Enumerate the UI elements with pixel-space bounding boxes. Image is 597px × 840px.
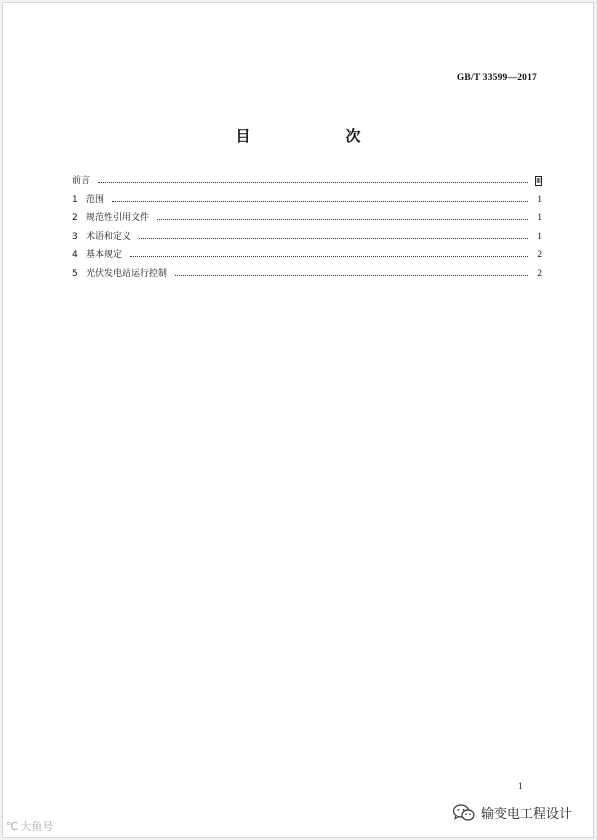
toc-entry-number: 5 [72,268,78,279]
toc-entry-page: 2 [537,268,542,279]
watermark-logo-icon: ℃ [6,819,19,833]
toc-entry-label: 光伏发电站运行控制 [86,268,168,279]
toc-leader-dots [175,269,528,276]
roman-page-box: Ⅲ [536,176,541,185]
toc-leader-dots [112,195,528,202]
toc-leader-dots [139,232,528,239]
watermark-right [453,803,572,822]
toc-entry-number: 3 [72,231,78,242]
toc-entry-label: 规范性引用文件 [86,213,150,223]
watermark-left-text: 大鱼号 [20,820,54,833]
toc-entry-foreword[interactable] [72,173,542,192]
toc-entry-number: 1 [72,194,78,205]
toc-title: 目 次 [235,127,401,145]
watermark-left [6,818,53,834]
toc-entry-label: 前言 [72,176,91,186]
toc-entry-page: 1 [537,231,542,242]
toc-entry-label: 术语和定义 [86,231,132,242]
toc-entry-page: 1 [537,213,542,223]
wechat-icon [453,804,475,822]
toc-leader-dots [157,213,528,220]
toc-entry-number: 4 [72,250,78,260]
page-number: 1 [518,781,523,791]
toc-leader-dots [98,176,528,183]
toc-entry-page [532,176,542,186]
toc-entry-number: 2 [72,213,78,223]
watermark-right-text: 输变电工程设计 [481,807,573,822]
document-page [3,3,593,837]
toc-entry-basic-provisions[interactable] [72,247,542,266]
toc-entry-label: 基本规定 [86,250,123,260]
toc-entry-page: 2 [537,250,542,260]
toc-leader-dots [130,250,528,257]
toc-entry-label: 范围 [86,194,105,205]
standard-code: GB/T 33599—2017 [456,73,537,83]
toc-entry-scope[interactable] [72,192,542,211]
toc-entry-page: 1 [537,194,542,205]
table-of-contents [72,173,542,284]
toc-entry-normative-references[interactable] [72,210,542,229]
toc-entry-pv-operation-control[interactable] [72,266,542,285]
toc-entry-terms-definitions[interactable] [72,229,542,248]
